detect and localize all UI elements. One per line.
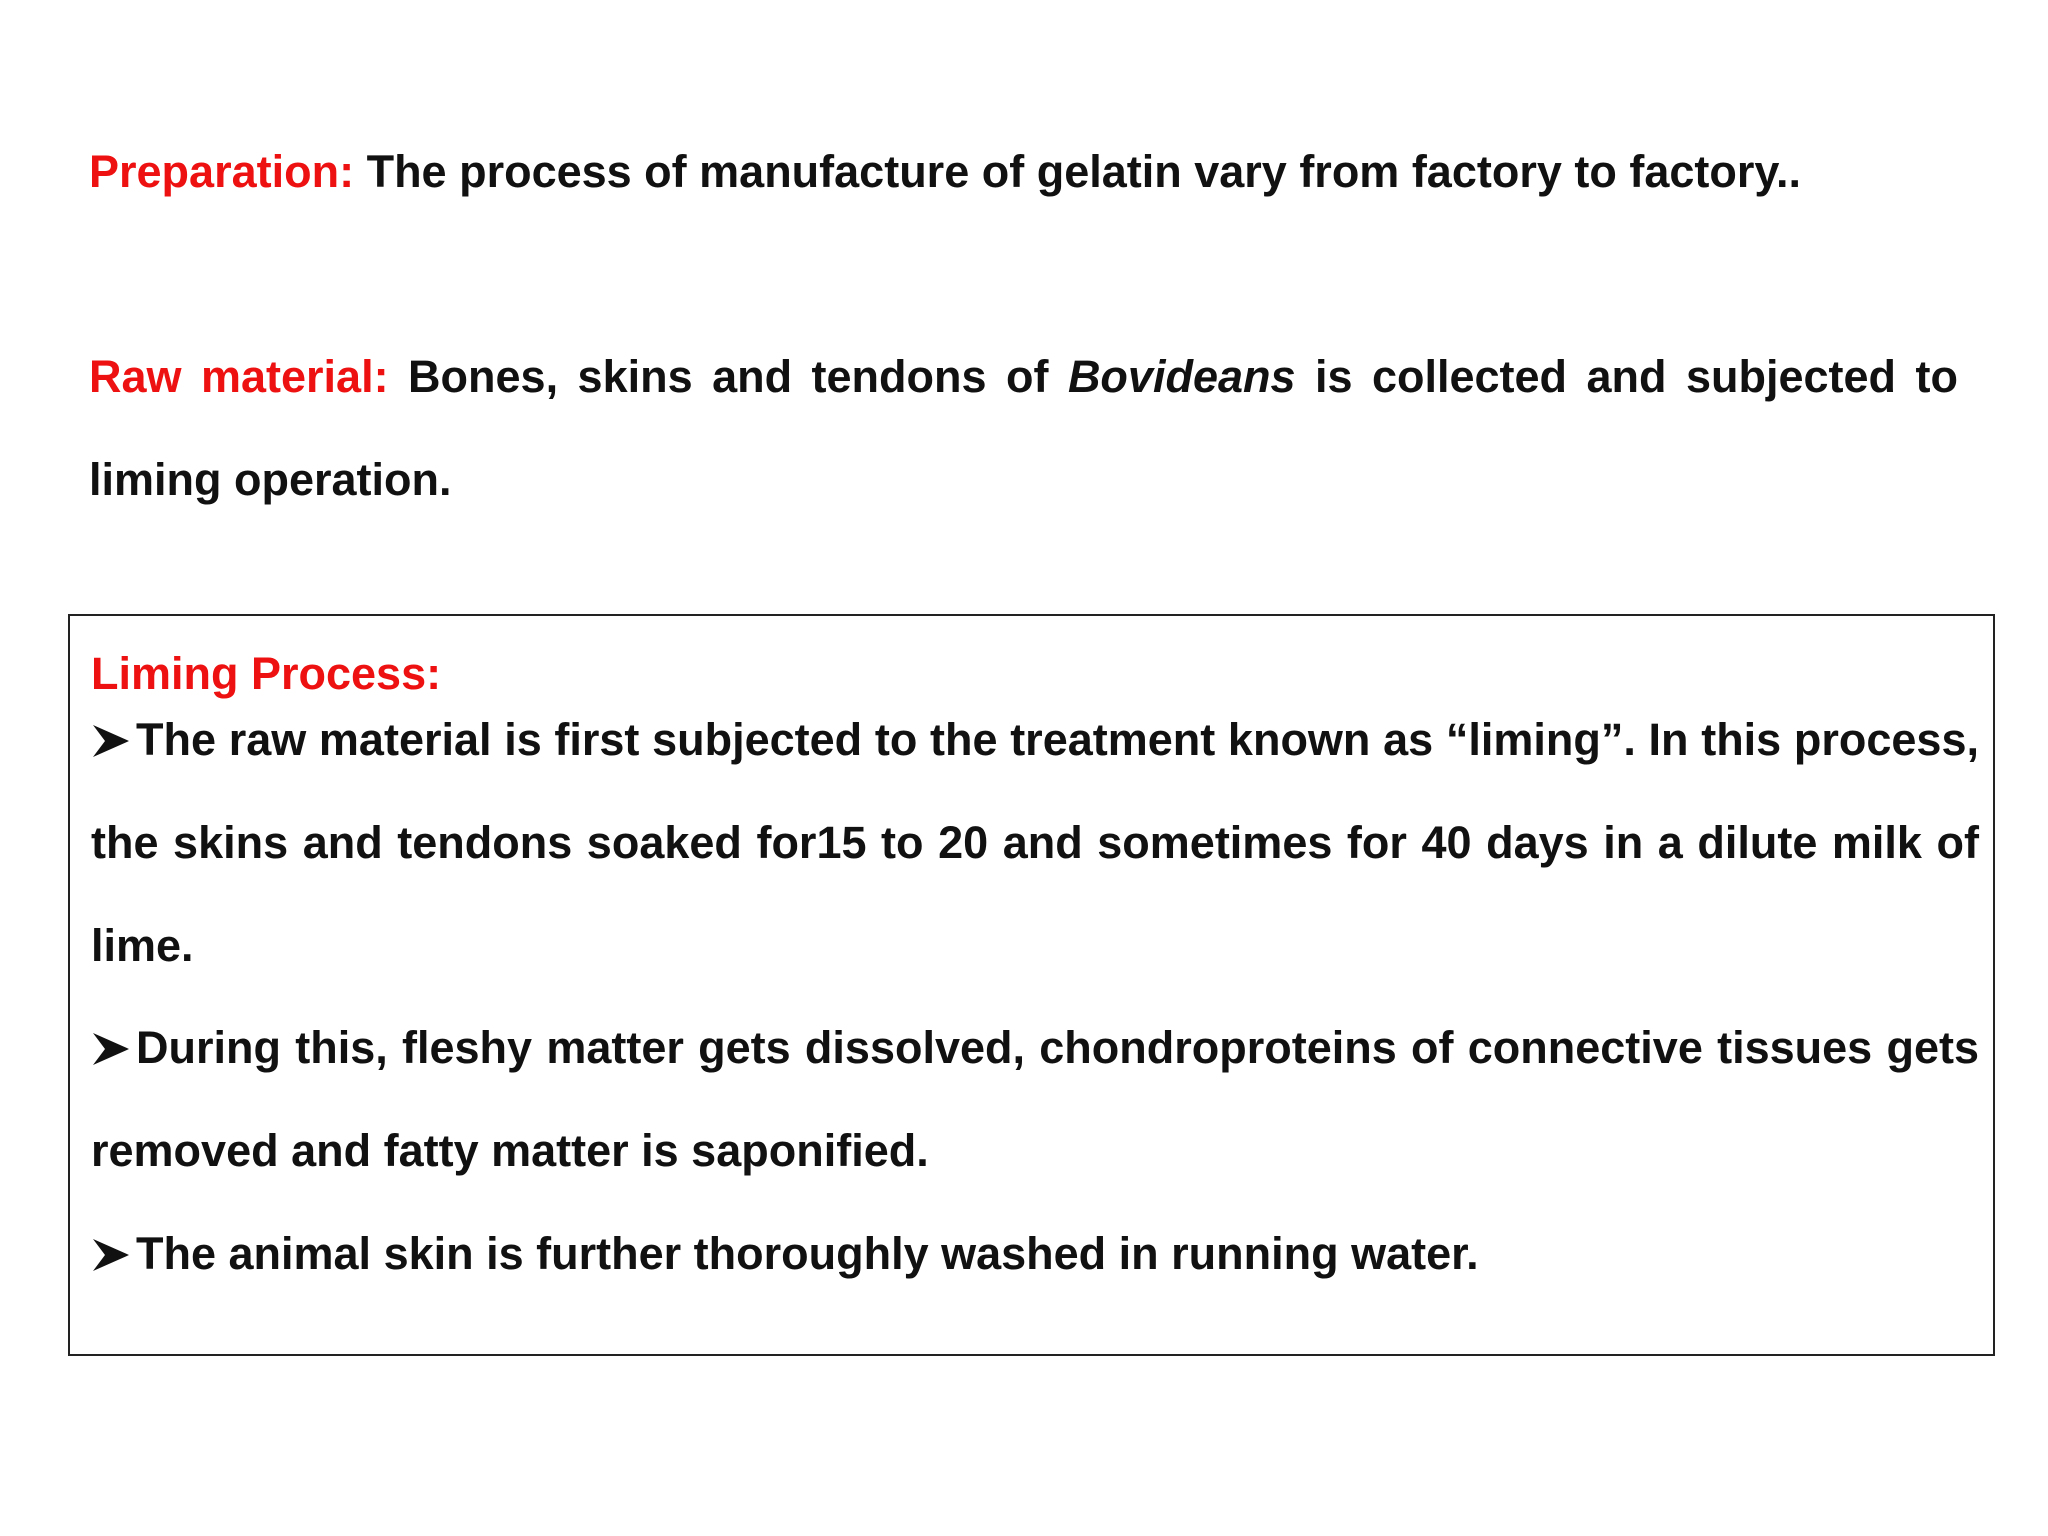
raw-material-label: Raw material: bbox=[89, 351, 389, 402]
preparation-label: Preparation: bbox=[89, 146, 355, 197]
arrowhead-bullet-icon bbox=[91, 688, 136, 791]
arrowhead-bullet-icon bbox=[91, 996, 136, 1099]
arrowhead-bullet-icon bbox=[91, 1202, 136, 1305]
liming-bullet-1 bbox=[91, 688, 1979, 997]
liming-bullet-3-text: The animal skin is further thoroughly washed in running water. bbox=[136, 1228, 1479, 1279]
raw-material-paragraph bbox=[89, 325, 1958, 531]
raw-material-text-after: is collected and subjected to liming operation. bbox=[89, 351, 1958, 505]
liming-bullet-3 bbox=[91, 1202, 1979, 1305]
liming-process-box bbox=[68, 614, 1995, 1356]
liming-process-title: Liming Process: bbox=[91, 648, 442, 699]
raw-material-text-before: Bones, skins and tendons of bbox=[408, 351, 1049, 402]
liming-bullet-2 bbox=[91, 996, 1979, 1202]
preparation-text: The process of manufacture of gelatin vary from factory to factory.. bbox=[366, 146, 1802, 197]
raw-material-italic-term: Bovideans bbox=[1067, 351, 1296, 402]
liming-bullet-2-text: During this, fleshy matter gets dissolved, chondroproteins of connective tissues gets removed and fatty matter is saponified. bbox=[91, 1022, 1979, 1176]
liming-bullet-1-text: The raw material is first subjected to the treatment known as “liming”. In this process, the skins and tendons soaked for15 to 20 and sometimes for 40 days in a dilute milk of lime. bbox=[91, 714, 1979, 971]
preparation-paragraph bbox=[89, 120, 1958, 223]
